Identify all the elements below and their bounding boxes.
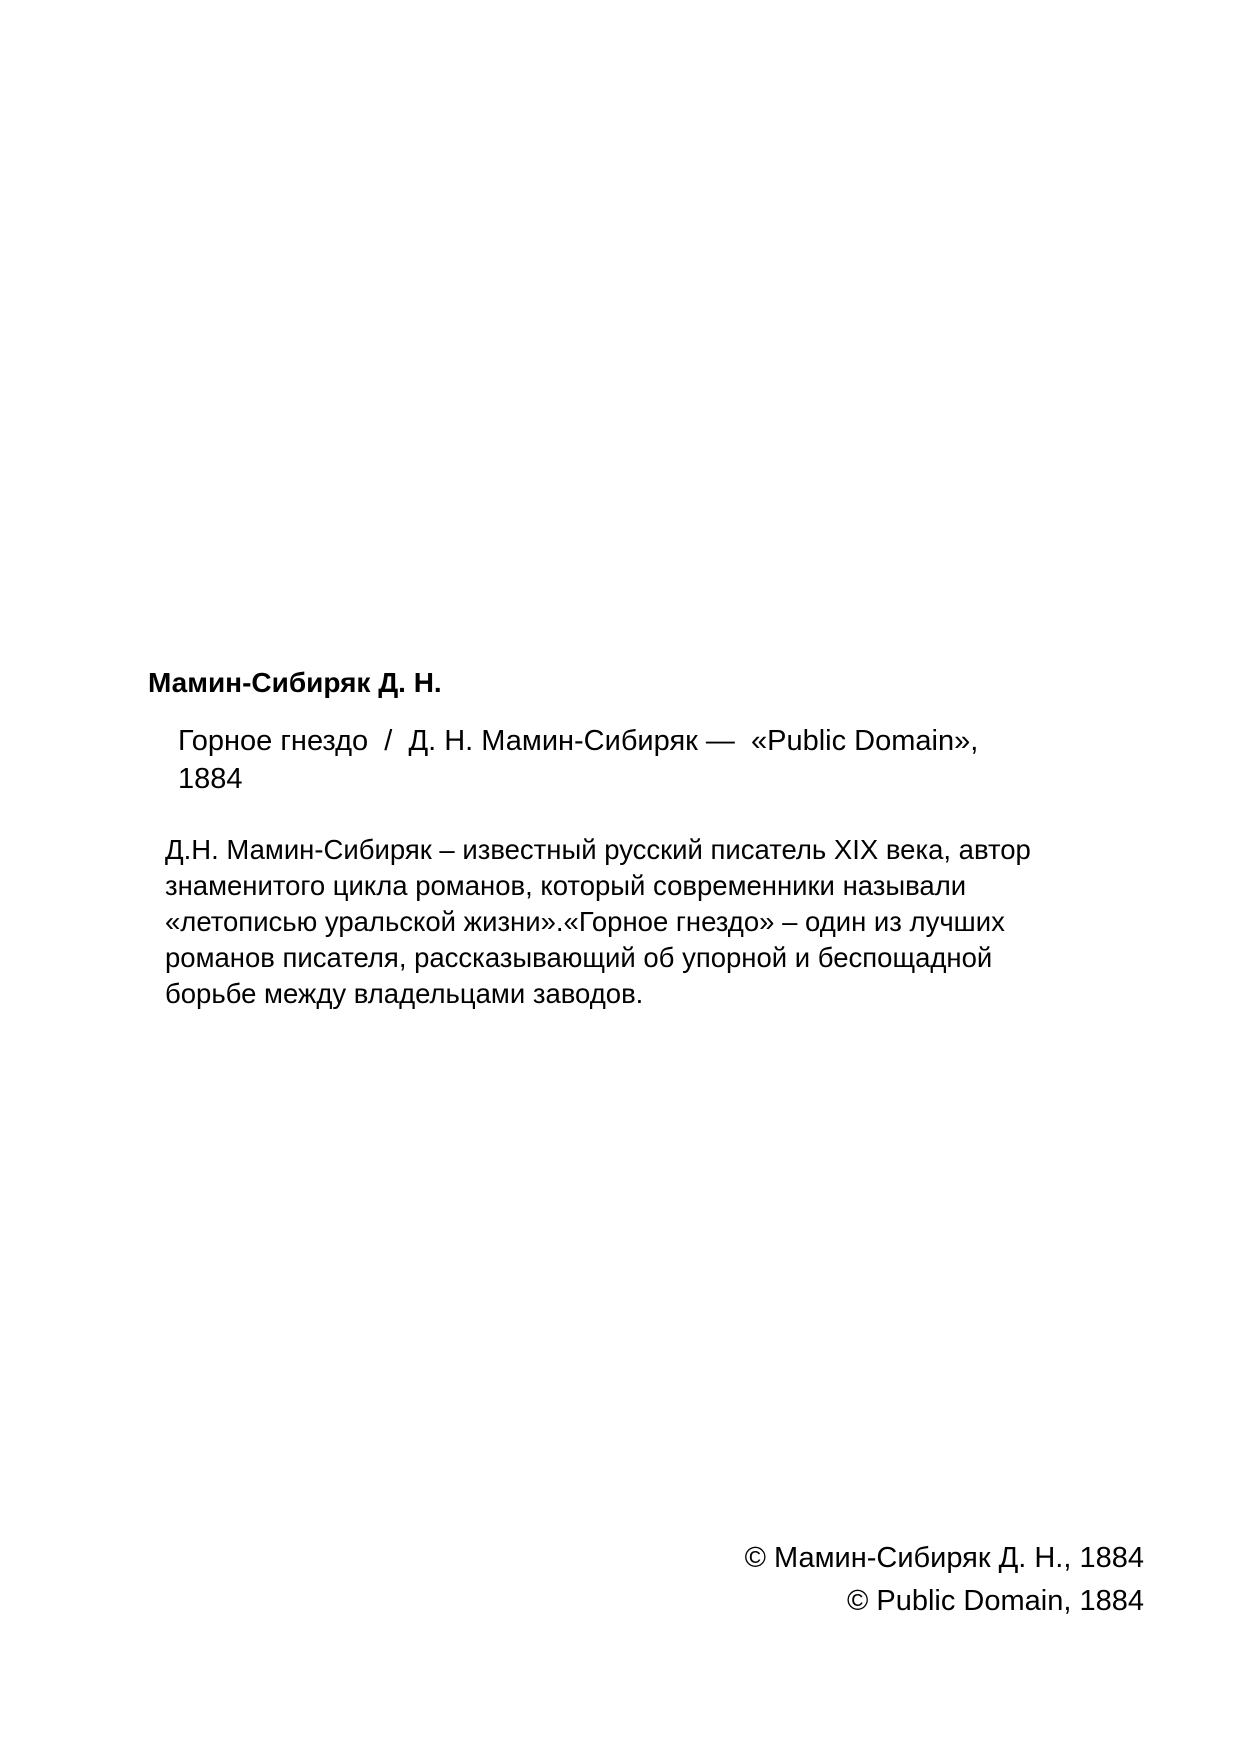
annotation-line: борьбе между владельцами заводов. <box>165 978 644 1009</box>
annotation <box>165 832 1125 1012</box>
book-title: Горное гнездо <box>178 725 369 757</box>
book-author: Д. Н. Мамин-Сибиряк <box>408 725 698 757</box>
copyright-block <box>745 1537 1144 1623</box>
separator-slash: / <box>368 725 409 757</box>
book-publisher: «Public Domain», <box>751 725 979 757</box>
book-year: 1884 <box>178 763 243 795</box>
annotation-line: «летописью уральской жизни».«Горное гнездо» – один из лучших <box>165 906 1005 937</box>
annotation-line: Д.Н. Мамин-Сибиряк – известный русский писатель XIX века, автор <box>165 834 1031 865</box>
bibliographic-record <box>178 722 1118 798</box>
annotation-line: знаменитого цикла романов, который современники называли <box>165 870 967 901</box>
copyright-publisher: © Public Domain, 1884 <box>846 1585 1144 1617</box>
separator-dash: — <box>697 725 752 757</box>
annotation-line: романов писателя, рассказывающий об упорной и беспощадной <box>165 942 993 973</box>
author-heading: Мамин-Сибиряк Д. Н. <box>148 667 442 698</box>
copyright-author: © Мамин-Сибиряк Д. Н., 1884 <box>744 1542 1144 1574</box>
